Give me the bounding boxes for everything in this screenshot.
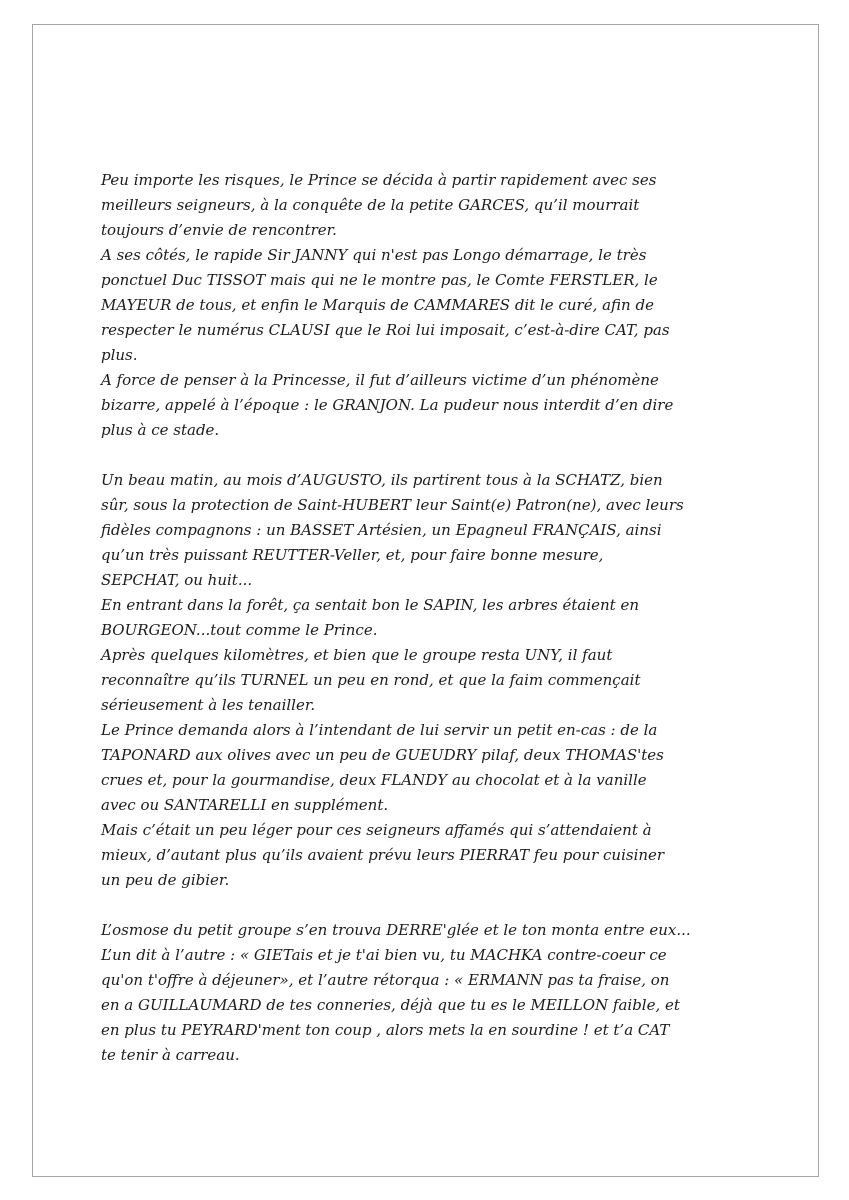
text-line: te tenir à carreau. — [101, 1046, 240, 1064]
text-line: sérieusement à les tenailler. — [101, 696, 316, 714]
paragraph-2 — [101, 468, 801, 893]
text-line: TAPONARD aux olives avec un peu de GUEUDRY pilaf, deux THOMAS'tes — [101, 746, 664, 764]
document-body — [101, 168, 801, 1093]
text-line: un peu de gibier. — [101, 871, 230, 889]
text-line: MAYEUR de tous, et enfin le Marquis de CAMMARES dit le curé, afin de — [101, 296, 654, 314]
text-line: meilleurs seigneurs, à la conquête de la petite GARCES, qu’il mourrait — [101, 196, 640, 214]
text-line: BOURGEON...tout comme le Prince. — [101, 621, 378, 639]
text-line: Le Prince demanda alors à l’intendant de lui servir un petit en-cas : de la — [101, 721, 658, 739]
text-line: reconnaître qu’ils TURNEL un peu en rond, et que la faim commençait — [101, 671, 641, 689]
text-line: A force de penser à la Princesse, il fut d’ailleurs victime d’un phénomène — [101, 371, 659, 389]
paragraph-1 — [101, 168, 801, 443]
text-line: avec ou SANTARELLI en supplément. — [101, 796, 389, 814]
text-line: SEPCHAT, ou huit... — [101, 571, 253, 589]
text-line: Un beau matin, au mois d’AUGUSTO, ils partirent tous à la SCHATZ, bien — [101, 471, 663, 489]
text-line: mieux, d’autant plus qu’ils avaient prévu leurs PIERRAT feu pour cuisiner — [101, 846, 665, 864]
text-line: Peu importe les risques, le Prince se décida à partir rapidement avec ses — [101, 171, 657, 189]
text-line: L’un dit à l’autre : « GIETais et je t'ai bien vu, tu MACHKA contre-coeur ce — [101, 946, 667, 964]
text-line: L’osmose du petit groupe s’en trouva DERRE'glée et le ton monta entre eux... — [101, 921, 691, 939]
text-line: ponctuel Duc TISSOT mais qui ne le montre pas, le Comte FERSTLER, le — [101, 271, 658, 289]
text-line: plus. — [101, 346, 138, 364]
text-line: sûr, sous la protection de Saint-HUBERT leur Saint(e) Patron(ne), avec leurs — [101, 496, 684, 514]
text-line: respecter le numérus CLAUSI que le Roi lui imposait, c’est-à-dire CAT, pas — [101, 321, 670, 339]
text-line: toujours d’envie de rencontrer. — [101, 221, 337, 239]
text-line: Après quelques kilomètres, et bien que le groupe resta UNY, il faut — [101, 646, 613, 664]
text-line: A ses côtés, le rapide Sir JANNY qui n'est pas Longo démarrage, le très — [101, 246, 647, 264]
text-line: plus à ce stade. — [101, 421, 220, 439]
text-line: en plus tu PEYRARD'ment ton coup , alors mets la en sourdine ! et t’a CAT — [101, 1021, 670, 1039]
text-line: En entrant dans la forêt, ça sentait bon le SAPIN, les arbres étaient en — [101, 596, 640, 614]
text-line: en a GUILLAUMARD de tes conneries, déjà que tu es le MEILLON faible, et — [101, 996, 680, 1014]
text-line: qu’un très puissant REUTTER-Veller, et, pour faire bonne mesure, — [101, 546, 604, 564]
text-line: fidèles compagnons : un BASSET Artésien, un Epagneul FRANÇAIS, ainsi — [101, 521, 662, 539]
text-line: bizarre, appelé à l’époque : le GRANJON. La pudeur nous interdit d’en dire — [101, 396, 674, 414]
text-line: qu'on t'offre à déjeuner», et l’autre rétorqua : « ERMANN pas ta fraise, on — [101, 971, 670, 989]
text-line: crues et, pour la gourmandise, deux FLANDY au chocolat et à la vanille — [101, 771, 647, 789]
paragraph-3 — [101, 918, 801, 1068]
text-line: Mais c’était un peu léger pour ces seigneurs affamés qui s’attendaient à — [101, 821, 652, 839]
